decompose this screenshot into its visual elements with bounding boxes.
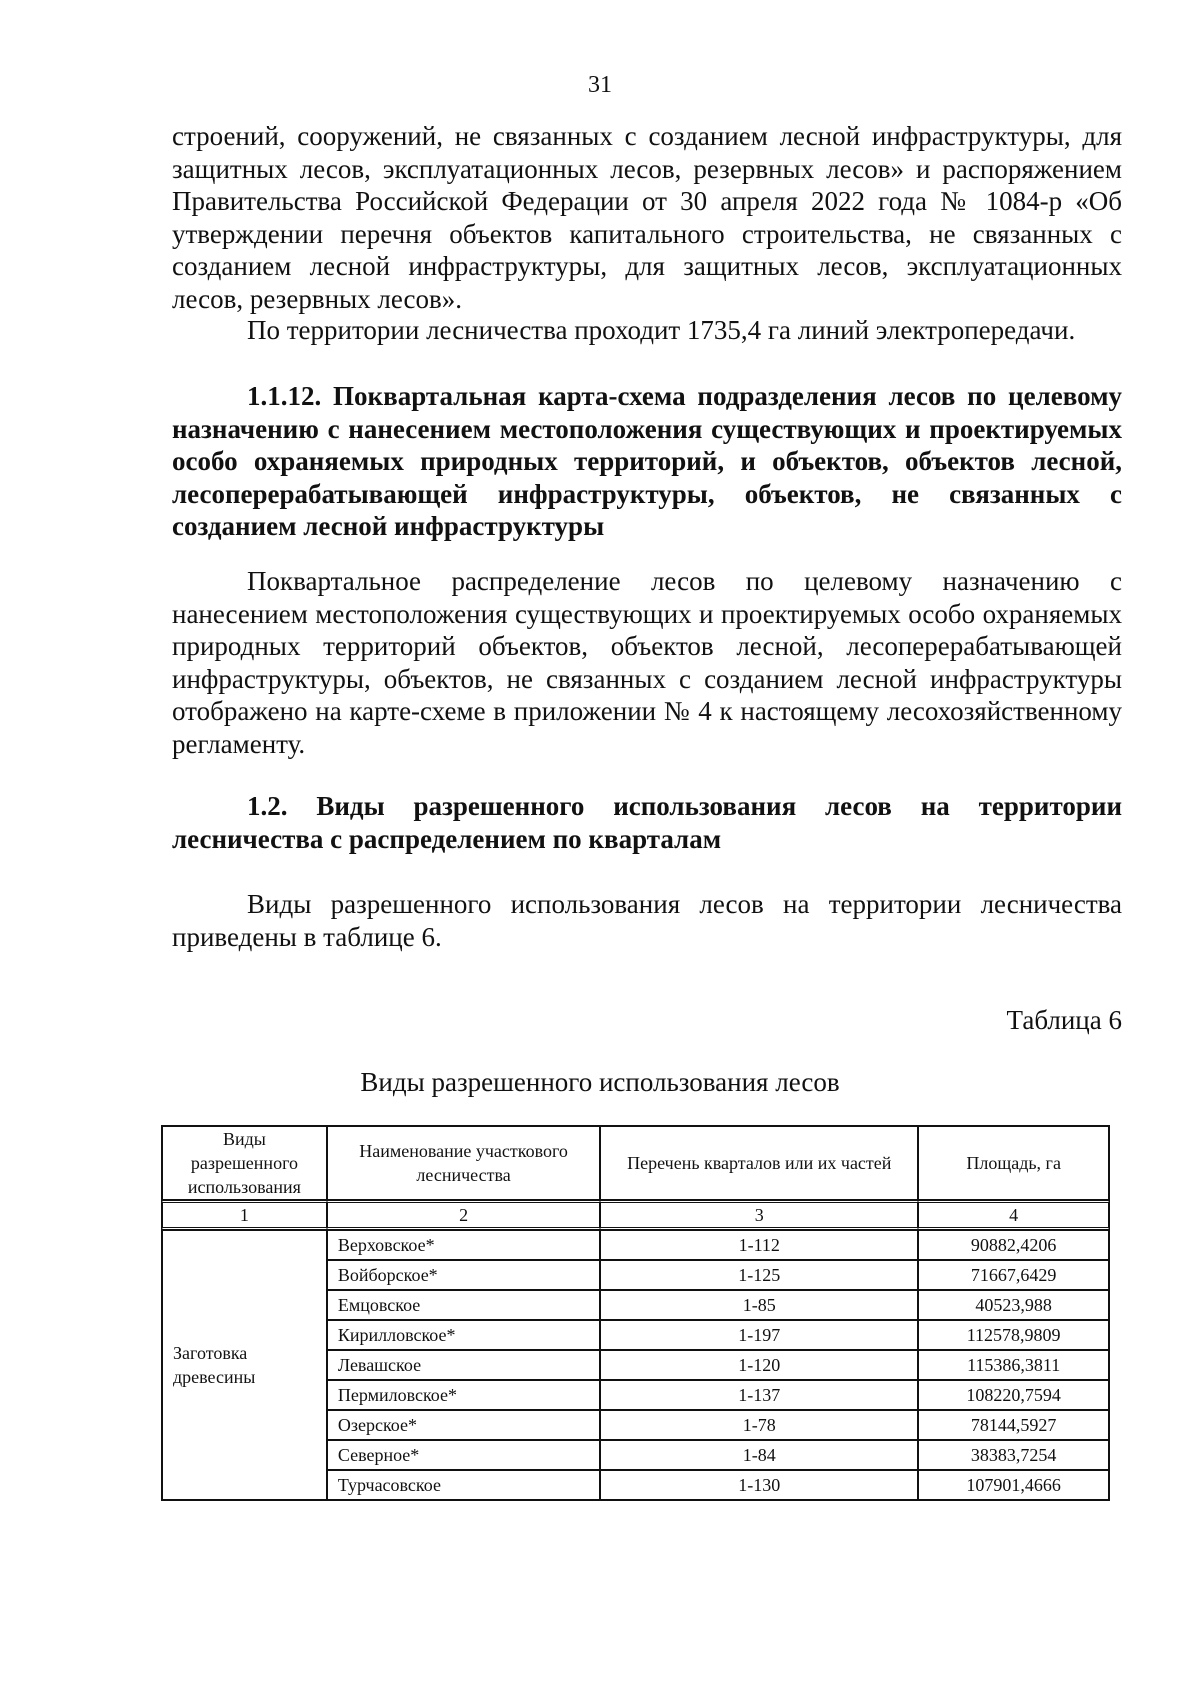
column-number: 3 <box>600 1200 918 1230</box>
column-number: 2 <box>327 1200 600 1230</box>
paragraph-quarter-distribution: Поквартальное распределение лесов по целевому назначению с нанесением местоположения существующих и проектируемых особо охраняемых природных территорий объектов, объектов лесной, лесоперерабатывающей инфраструктуры, объектов, не связанных с созданием лесной инфраструктуры отображено на карте-схеме в приложении № 4 к настоящему лесохозяйственному регламенту. <box>172 566 1122 759</box>
quarters-cell: 1-85 <box>600 1290 918 1320</box>
forestry-name-cell: Турчасовское <box>327 1470 600 1500</box>
area-cell: 90882,4206 <box>918 1230 1109 1260</box>
quarters-cell: 1-120 <box>600 1350 918 1380</box>
quarters-cell: 1-112 <box>600 1230 918 1260</box>
quarters-cell: 1-125 <box>600 1260 918 1290</box>
section-heading-1-2: 1.2. Виды разрешенного использования лесов на территории лесничества с распределением по кварталам <box>172 791 1122 854</box>
paragraph-regulation-reference: строений, сооружений, не связанных с созданием лесной инфраструктуры, для защитных лесов, эксплуатационных лесов, резервных лесов» и распоряжением Правительства Российской Федерации от 30 апреля 2022 года № 1084-р «Об утверждении перечня объектов капитального строительства, не связанных с созданием лесной инфраструктуры, для защитных лесов, эксплуатационных лесов, резервных лесов». <box>172 121 1122 314</box>
table-header-row <box>162 1126 1109 1200</box>
area-cell: 78144,5927 <box>918 1410 1109 1440</box>
paragraph-table-reference: Виды разрешенного использования лесов на территории лесничества приведены в таблице 6. <box>172 889 1122 952</box>
forestry-name-cell: Озерское* <box>327 1410 600 1440</box>
paragraph-power-lines: По территории лесничества проходит 1735,4 га линий электропередачи. <box>247 315 1076 345</box>
area-cell: 40523,988 <box>918 1290 1109 1320</box>
forestry-name-cell: Кирилловское* <box>327 1320 600 1350</box>
area-cell: 38383,7254 <box>918 1440 1109 1470</box>
quarters-cell: 1-78 <box>600 1410 918 1440</box>
table-title: Виды разрешенного использования лесов <box>360 1067 840 1097</box>
header-area: Площадь, га <box>918 1126 1109 1200</box>
area-cell: 108220,7594 <box>918 1380 1109 1410</box>
area-cell: 112578,9809 <box>918 1320 1109 1350</box>
column-number: 1 <box>162 1200 327 1230</box>
column-number-row <box>162 1200 1109 1230</box>
header-forestry-name: Наименование участкового лесничества <box>327 1126 600 1200</box>
area-cell: 115386,3811 <box>918 1350 1109 1380</box>
quarters-cell: 1-130 <box>600 1470 918 1500</box>
forestry-name-cell: Северное* <box>327 1440 600 1470</box>
quarters-cell: 1-137 <box>600 1380 918 1410</box>
forestry-name-cell: Верховское* <box>327 1230 600 1260</box>
forestry-name-cell: Войборское* <box>327 1260 600 1290</box>
section-heading-1-1-12: 1.1.12. Поквартальная карта-схема подразделения лесов по целевому назначению с нанесением местоположения существующих и проектируемых особо охраняемых природных территорий, и объектов, объектов лесной, лесоперерабатывающей инфраструктуры, объектов, не связанных с созданием лесной инфраструктуры <box>172 381 1122 541</box>
table-label: Таблица 6 <box>1006 1005 1122 1035</box>
quarters-cell: 1-84 <box>600 1440 918 1470</box>
forestry-name-cell: Пермиловское* <box>327 1380 600 1410</box>
header-use-type: Виды разрешенного использования <box>162 1126 327 1200</box>
use-type-cell: Заготовка древесины <box>162 1230 327 1500</box>
page-number: 31 <box>588 72 612 98</box>
header-quarters: Перечень кварталов или их частей <box>600 1126 918 1200</box>
area-cell: 71667,6429 <box>918 1260 1109 1290</box>
forestry-name-cell: Левашское <box>327 1350 600 1380</box>
forestry-name-cell: Емцовское <box>327 1290 600 1320</box>
column-number: 4 <box>918 1200 1109 1230</box>
quarters-cell: 1-197 <box>600 1320 918 1350</box>
forest-use-table <box>161 1125 1110 1501</box>
table-row <box>162 1230 1109 1260</box>
area-cell: 107901,4666 <box>918 1470 1109 1500</box>
